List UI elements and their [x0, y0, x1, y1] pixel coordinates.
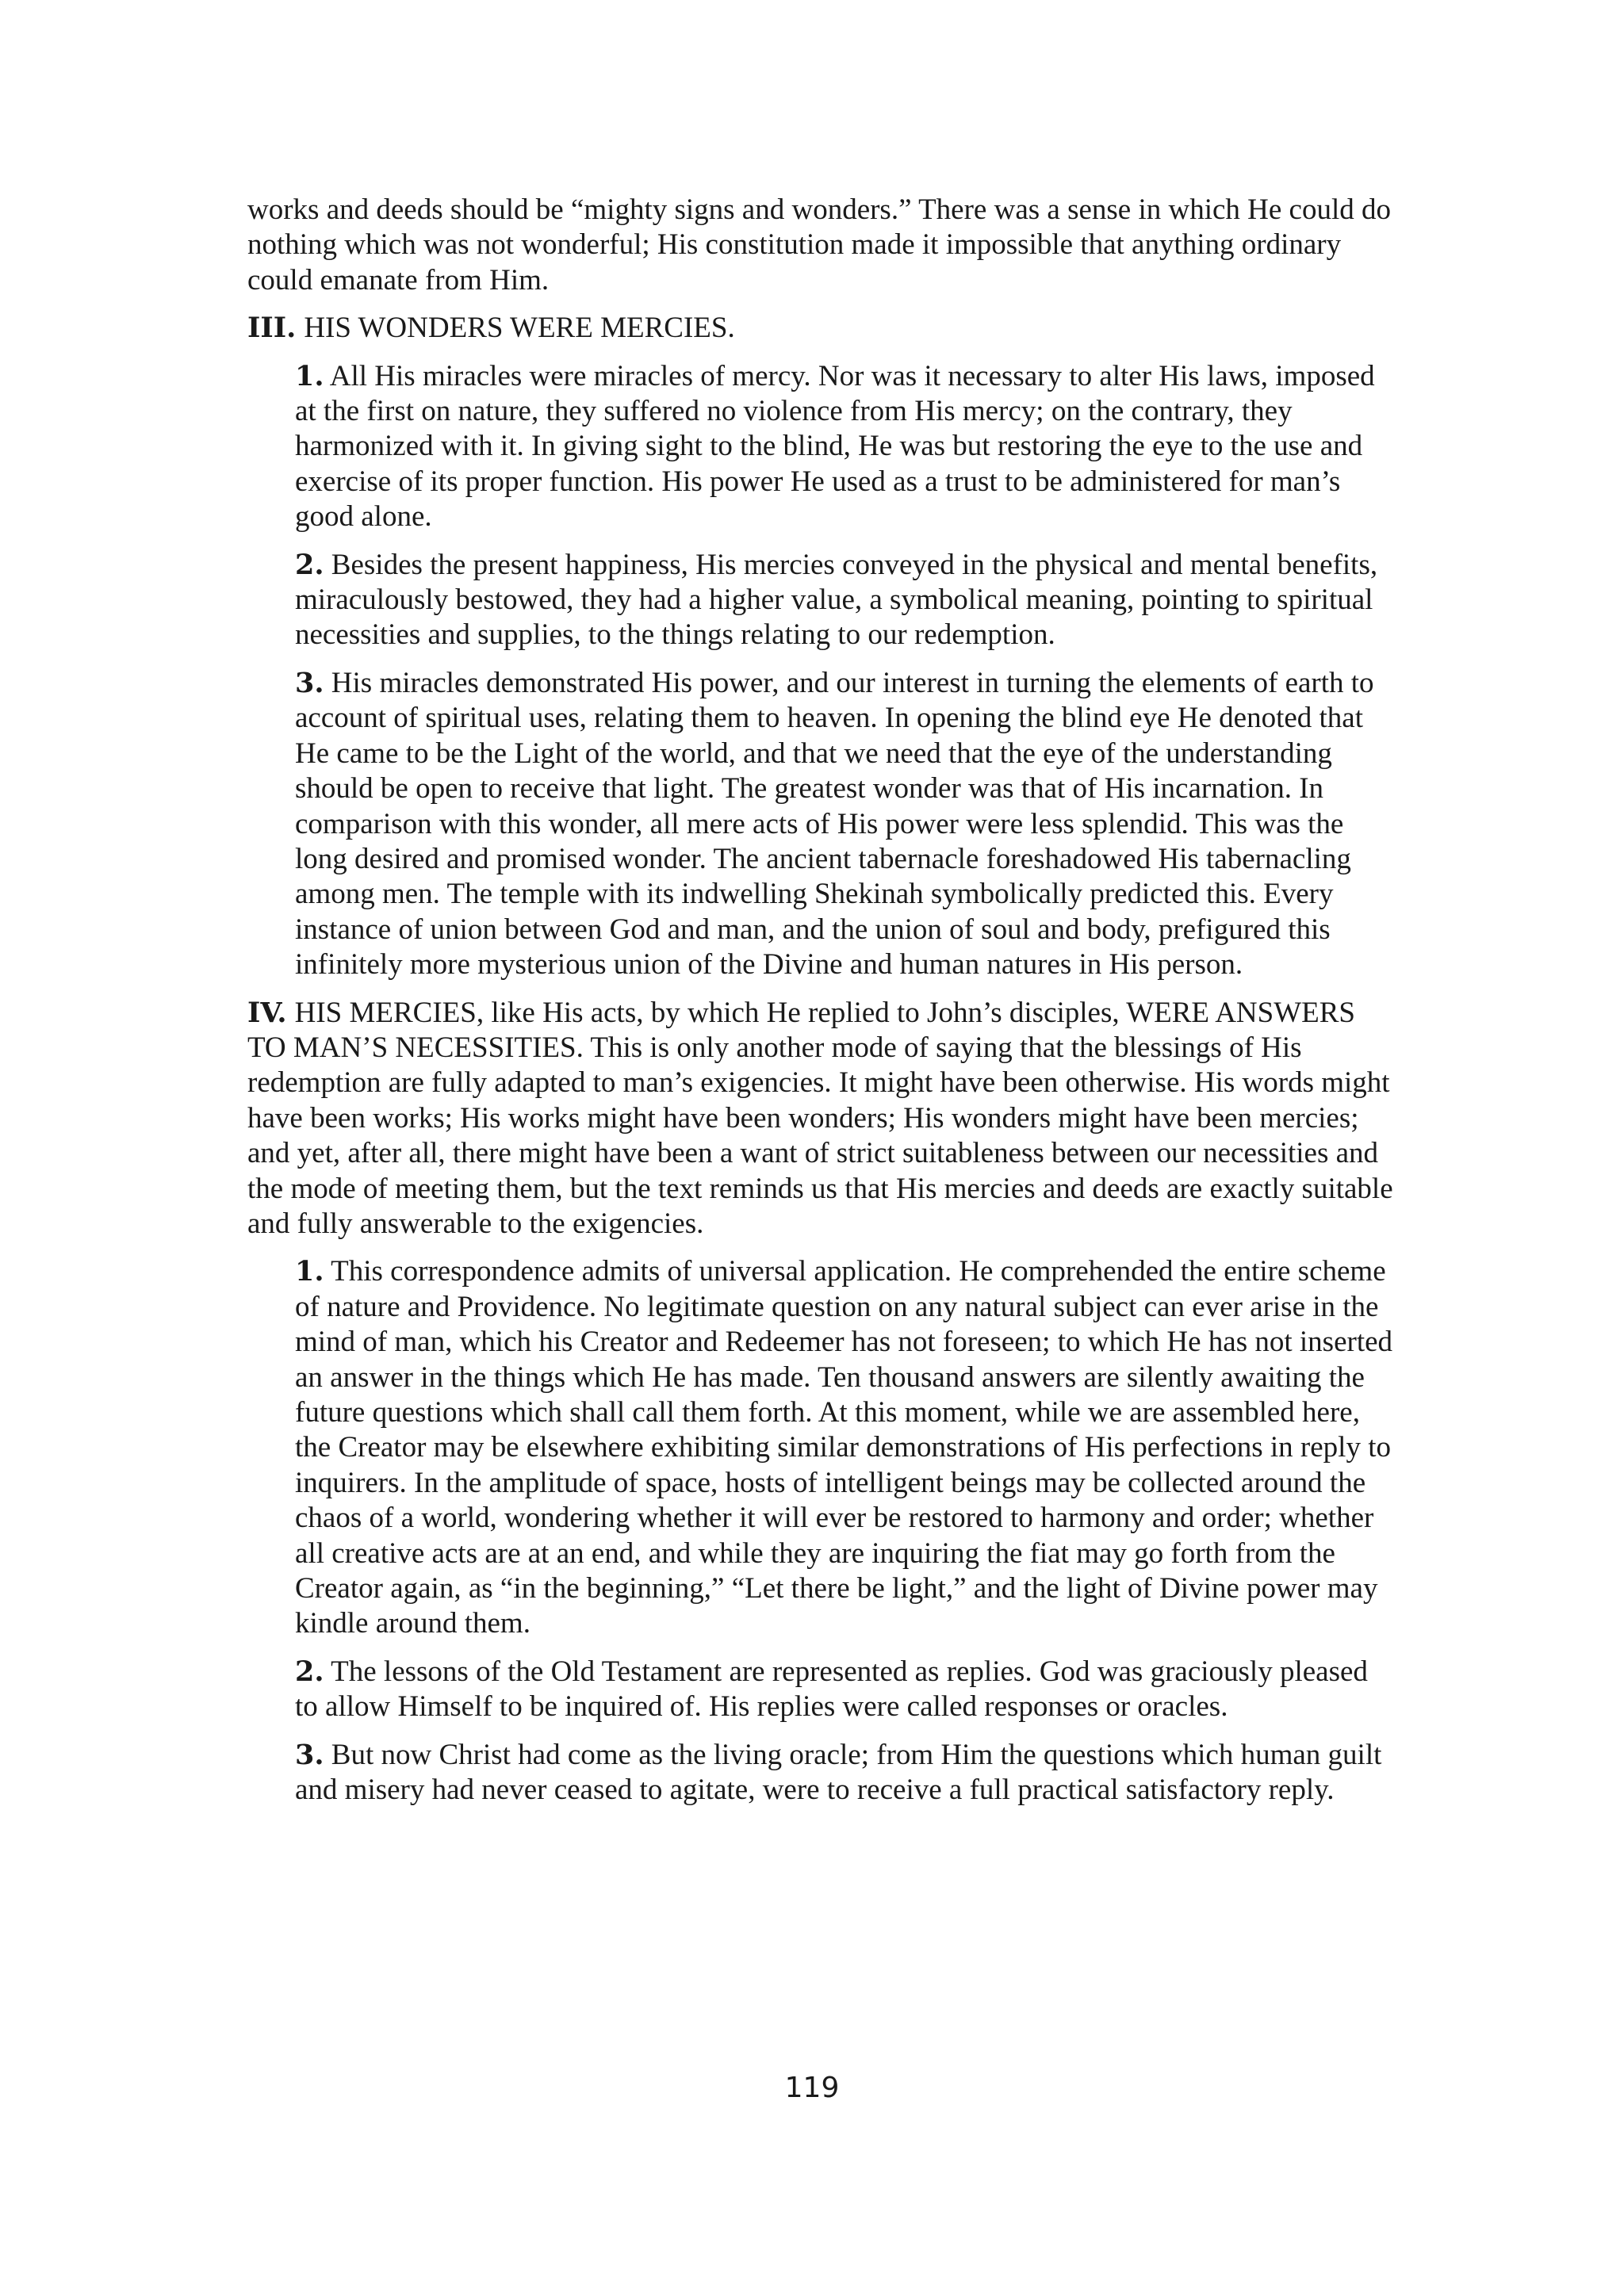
point-text: All His miracles were miracles of mercy. Nor was it necessary to alter His laws, imposed at the first on nature, they suffered no violence from His mercy; on the contrary, they harmonized with it. In giving sight to the blind, He was but restoring the eye to the use and exercise of its proper function. His power He used as a trust to be administered for man’s good alone. [295, 359, 1375, 534]
paragraph-text: works and deeds should be “mighty signs and wonders.” There was a sense in which He could do nothing which was not wonderful; His constitution made it impossible that anything ordinary could emanate from Him. [247, 193, 1392, 297]
numbered-point-iv-3 [295, 1738, 1393, 1808]
numbered-point-iv-1 [295, 1254, 1393, 1641]
point-text: The lessons of the Old Testament are represented as replies. God was graciously pleased to allow Himself to be inquired of. His replies were called responses or oracles. [295, 1655, 1368, 1724]
section-text: HIS MERCIES, like His acts, by which He replied to John’s disciples, WERE ANSWERS TO MAN’S NECESSITIES. This is only another mode of saying that the blessings of His redemption are fully adapted to man’s exigencies. It might have been otherwise. His words might have been works; His works might have been wonders; His wonders might have been mercies; and yet, after all, there might have been a want of strict suitableness between our necessities and the mode of meeting them, but the text reminds us that His mercies and deeds are exactly suitable and fully answerable to the exigencies. [247, 996, 1393, 1240]
point-number: 2. [295, 548, 324, 581]
point-text: Besides the present happiness, His mercies conveyed in the physical and mental benefits, miraculously bestowed, they had a higher value, a symbolical meaning, pointing to spiritual necessities and supplies, to the things relating to our redemption. [295, 548, 1378, 652]
point-text: But now Christ had come as the living oracle; from Him the questions which human guilt and misery had never ceased to agitate, were to receive a full practical satisfactory reply. [295, 1738, 1382, 1807]
point-text: This correspondence admits of universal application. He comprehended the entire scheme of nature and Providence. No legitimate question on any natural subject can ever arise in the mind of man, which his Creator and Redeemer has not foreseen; to which He has not inserted an answer in the things which He has made. Ten thousand answers are silently awaiting the future questions which shall call them forth. At this moment, while we are assembled here, the Creator may be elsewhere exhibiting similar demonstrations of His perfections in reply to inquirers. In the amplitude of space, hosts of intelligent beings may be collected around the chaos of a world, wondering whether it will ever be restored to harmony and order; whether all creative acts are at an end, and while they are inquiring the fiat may go forth from the Creator again, as “in the beginning,” “Let there be light,” and the light of Divine power may kindle around them. [295, 1255, 1393, 1640]
point-number: 1. [295, 1255, 324, 1288]
numbered-point-iii-2 [295, 548, 1393, 653]
numbered-point-iv-2 [295, 1655, 1393, 1725]
paragraph-continuation [247, 193, 1393, 298]
section-title: HIS WONDERS WERE MERCIES. [304, 312, 735, 345]
section-heading-iii [247, 311, 1393, 346]
page-body [247, 193, 1393, 1808]
section-number: IV. [247, 996, 287, 1029]
numbered-point-iii-3 [295, 666, 1393, 983]
section-heading-iv [247, 996, 1393, 1242]
section-number: III. [247, 312, 297, 345]
point-text: His miracles demonstrated His power, and our interest in turning the elements of earth to account of spiritual uses, relating them to heaven. In opening the blind eye He denoted that He came to be the Light of the world, and that we need that the eye of the understanding should be open to receive that light. The greatest wonder was that of His incarnation. In comparison with this wonder, all mere acts of His power were less splendid. This was the long desired and promised wonder. The ancient tabernacle foreshadowed His tabernacling among men. The temple with its indwelling Shekinah symbolically predicted this. Every instance of union between God and man, and the union of soul and body, prefigured this infinitely more mysterious union of the Divine and human natures in His person. [295, 666, 1374, 982]
point-number: 3. [295, 1738, 324, 1771]
numbered-point-iii-1 [295, 359, 1393, 535]
point-number: 2. [295, 1655, 324, 1688]
point-number: 1. [295, 359, 324, 392]
page-number: 119 [784, 2072, 840, 2104]
point-number: 3. [295, 666, 324, 699]
